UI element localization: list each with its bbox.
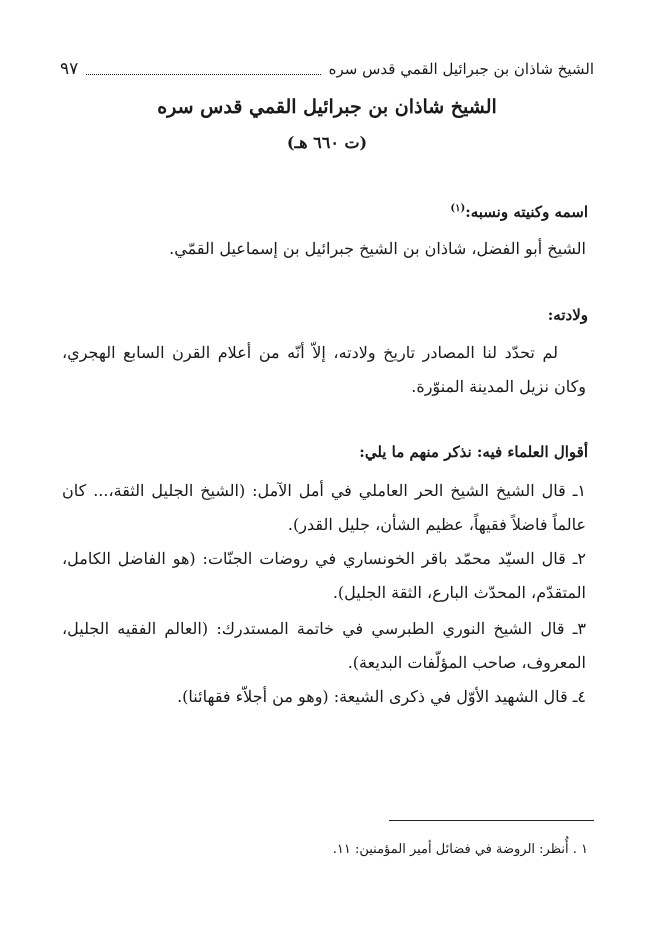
footnote: ١ . أُنظر: الروضة في فضائل أمير المؤمنين: ١١.: [332, 842, 588, 857]
scholar-quote-1: ١ـ قال الشيخ الشيخ الحر العاملي في أمل الآمل: (الشيخ الجليل الثقة،... كان عالماً فاضلاً فقيهاً، عظيم الشأن، جليل القدر).: [62, 481, 586, 534]
chapter-title: الشيخ شاذان بن جبرائيل القمي قدس سره: [157, 96, 497, 118]
section-heading-name-text: اسمه وكنيته ونسبه:: [465, 203, 588, 221]
running-header: [60, 56, 594, 82]
page-number: ٩٧: [60, 59, 79, 79]
scholar-quote-2: ٢ـ قال السيّد محمّد باقر الخونساري في روضات الجنّات: (هو الفاضل الكامل، المتقدّم، المحدّث البارع، الثقة الجليل).: [62, 549, 586, 602]
running-title: الشيخ شاذان بن جبرائيل القمي قدس سره: [328, 60, 594, 78]
footnote-divider: [389, 820, 594, 821]
scholar-quote-4: ٤ـ قال الشهيد الأوّل في ذكرى الشيعة: (وهو من أجلاّء فقهائنا).: [177, 687, 586, 706]
leader-dots: [86, 64, 320, 75]
section-heading-name: [450, 203, 588, 221]
section-heading-birth: ولادته:: [547, 306, 588, 324]
death-date: (ت ٦٦٠ هـ): [286, 133, 368, 152]
footnote-reference: (١): [450, 203, 466, 214]
birth-paragraph: لم تحدّد لنا المصادر تاريخ ولادته، إلاّ أنّه من أعلام القرن السابع الهجري، وكان نزيل المدينة المنوّرة.: [62, 343, 586, 396]
name-paragraph: الشيخ أبو الفضل، شاذان بن الشيخ جبرائيل بن إسماعيل القمّي.: [169, 239, 586, 258]
scholar-quote-3: ٣ـ قال الشيخ النوري الطبرسي في خاتمة المستدرك: (العالم الفقيه الجليل، المعروف، صاحب المؤلّفات البديعة).: [62, 619, 586, 672]
section-heading-scholars: أقوال العلماء فيه: نذكر منهم ما يلي:: [359, 443, 588, 461]
